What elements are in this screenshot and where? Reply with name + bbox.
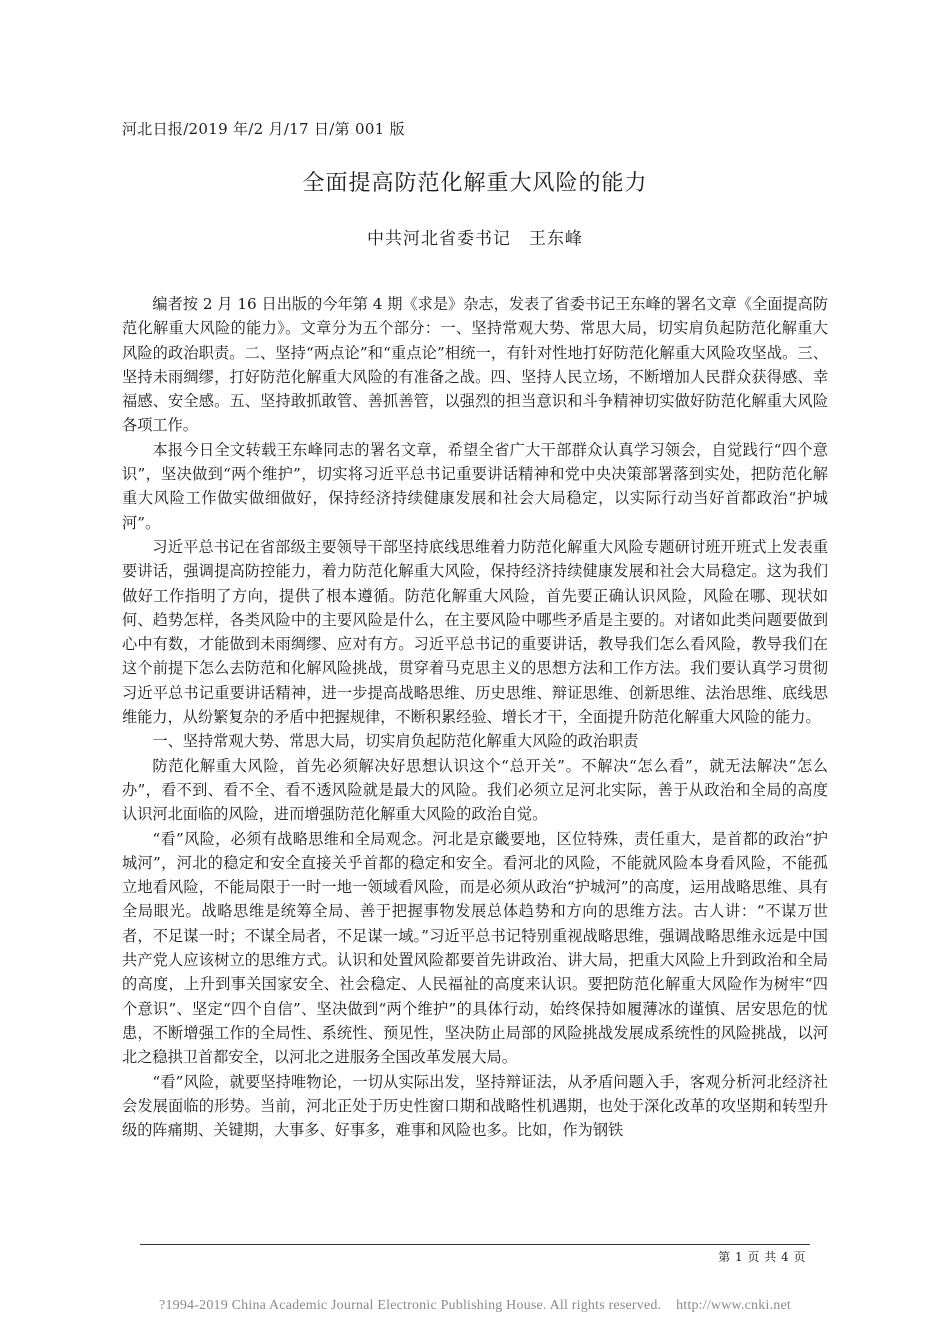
article-author: 中共河北省委书记 王东峰 [367, 229, 583, 249]
section-heading-1: 一、坚持常观大势、常思大局，切实肩负起防范化解重大风险的政治职责 [152, 732, 639, 751]
paragraph-introduction: 习近平总书记在省部级主要领导干部坚持底线思维着力防范化解重大风险专题研讨班开班式上发表重要讲话，强调提高防控能力，着力防范化解重大风险，保持经济持续健康发展和社会大局稳定。这为我们做好工作指明了方向，提供了根本遵循。防范化解重大风险，首先要正确认识风险，风险在哪、现状如何、趋势怎样，各类风险中的主要风险是什么，在主要风险中哪些矛盾是主要的。对诸如此类问题要做到心中有数，才能做到未雨绸缪、应对有方。习近平总书记的重要讲话，教导我们怎么看风险，教导我们在这个前提下怎么去防范和化解风险挑战，贯穿着马克思主义的思想方法和工作方法。我们要认真学习贯彻习近平总书记重要讲话精神，进一步提高战略思维、历史思维、辩证思维、创新思维、法治思维、底线思维能力，从纷繁复杂的矛盾中把握规律，不断积累经验、增长才干，全面提升防范化解重大风险的能力。 [122, 537, 828, 727]
copyright-notice: ?1994-2019 China Academic Journal Electronic Publishing House. All rights reserved. http://www.cnki.net [159, 1298, 791, 1313]
article-title: 全面提高防范化解重大风险的能力 [302, 171, 648, 196]
paragraph-reprint-note: 本报今日全文转载王东峰同志的署名文章，希望全省广大干部群众认真学习领会，自觉践行“四个意识”，坚决做到“两个维护”，切实将习近平总书记重要讲话精神和党中央决策部署落到实处，把防范化解重大风险工作做实做细做好，保持经济持续健康发展和社会大局稳定，以实际行动当好首都政治“护城河”。 [122, 440, 828, 532]
paragraph-body: “看”风险，必须有战略思维和全局观念。河北是京畿要地，区位特殊，责任重大，是首都的政治“护城河”，河北的稳定和安全直接关乎首都的稳定和安全。看河北的风险，不能就风险本身看风险，不能孤立地看风险，不能局限于一时一地一领域看风险，而是必须从政治“护城河”的高度，运用战略思维、具有全局眼光。战略思维是统筹全局、善于把握事物发展总体趋势和方向的思维方法。古人讲：“不谋万世者，不足谋一时；不谋全局者，不足谋一域。”习近平总书记特别重视战略思维，强调战略思维永远是中国共产党人应该树立的思维方式。认识和处置风险都要首先讲政治、讲大局，把重大风险上升到政治和全局的高度，上升到事关国家安全、社会稳定、人民福祉的高度来认识。要把防范化解重大风险作为树牢“四个意识”、坚定“四个自信”、坚决做到“两个维护”的具体行动，始终保持如履薄冰的谨慎、居安思危的忧患，不断增强工作的全局性、系统性、预见性，坚决防止局部的风险挑战发展成系统性的风险挑战，以河北之稳拱卫首都安全，以河北之进服务全国改革发展大局。 [122, 829, 828, 1067]
article-body [122, 292, 828, 1142]
page-number: 第 1 页 共 4 页 [718, 1250, 806, 1264]
paragraph-body: “看”风险，就要坚持唯物论，一切从实际出发，坚持辩证法，从矛盾问题入手，客观分析河北经济社会发展面临的形势。当前，河北正处于历史性窗口期和战略性机遇期，也处于深化改革的攻坚期和转型升级的阵痛期、关键期，大事多、好事多，难事和风险也多。比如，作为钢铁 [122, 1072, 828, 1140]
paragraph-body: 防范化解重大风险，首先必须解决好思想认识这个“总开关”。不解决“怎么看”，就无法解决“怎么办”，看不到、看不全、看不透风险就是最大的风险。我们必须立足河北实际，善于从政治和全局的高度认识河北面临的风险，进而增强防范化解重大风险的政治自觉。 [122, 756, 828, 824]
source-line: 河北日报/2019 年/2 月/17 日/第 001 版 [122, 120, 405, 138]
footer-divider [140, 1244, 810, 1245]
paragraph-editor-note: 编者按 2 月 16 日出版的今年第 4 期《求是》杂志，发表了省委书记王东峰的署名文章《全面提高防范化解重大风险的能力》。文章分为五个部分：一、坚持常观大势、常思大局，切实肩负起防范化解重大风险的政治职责。二、坚持“两点论”和“重点论”相统一，有针对性地打好防范化解重大风险攻坚战。三、坚持未雨绸缪，打好防范化解重大风险的有准备之战。四、坚持人民立场，不断增加人民群众获得感、幸福感、安全感。五、坚持敢抓敢管、善抓善管，以强烈的担当意识和斗争精神切实做好防范化解重大风险各项工作。 [122, 295, 828, 435]
